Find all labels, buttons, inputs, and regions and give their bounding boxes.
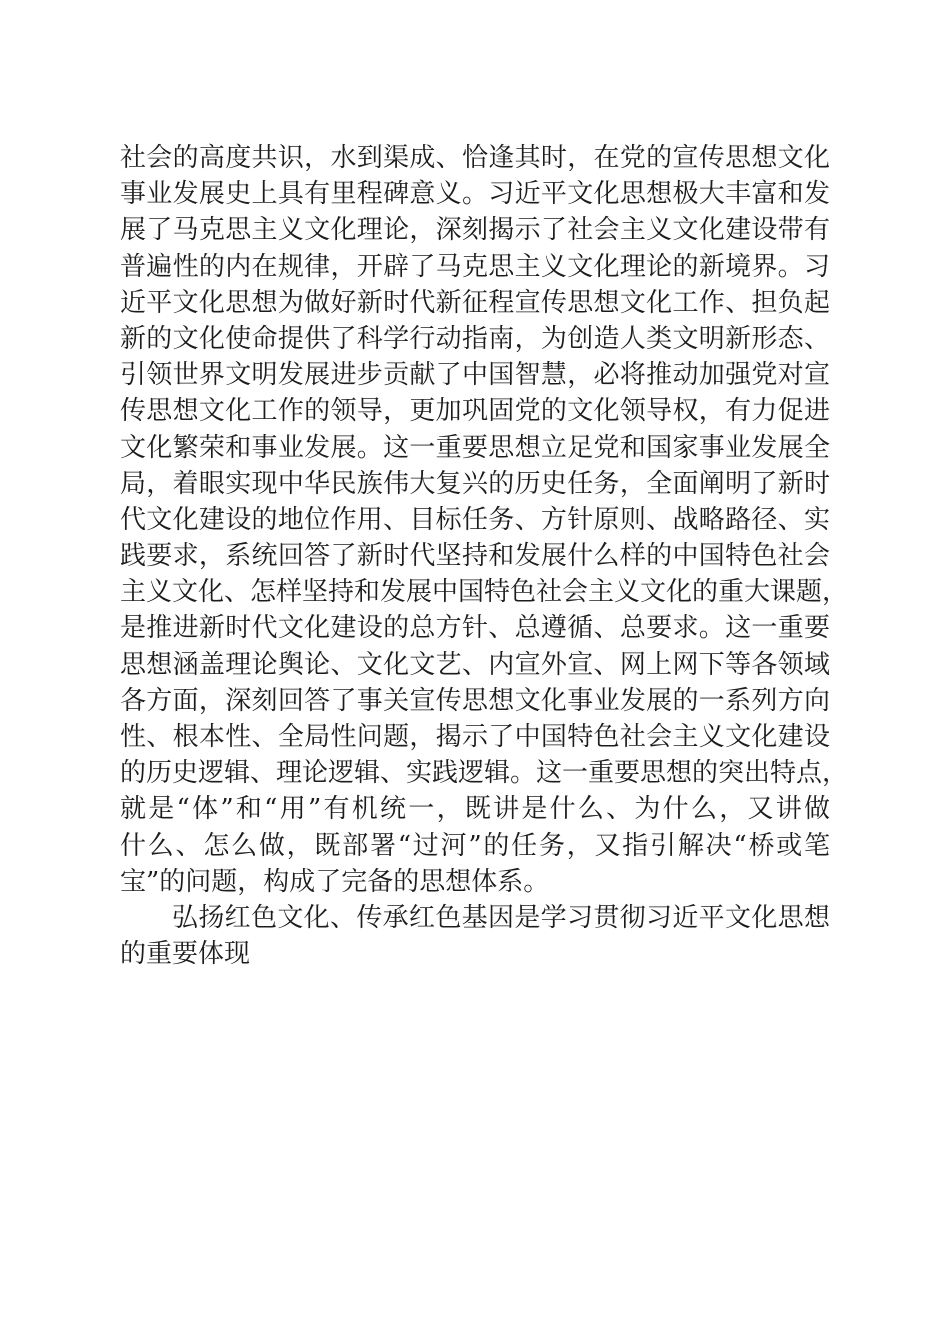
text-line: 展了马克思主义文化理论，深刻揭示了社会主义文化建设带有 xyxy=(120,215,830,246)
text-line: 主义文化、怎样坚持和发展中国特色社会主义文化的重大课题， xyxy=(120,577,849,608)
text-line: 普遍性的内在规律，开辟了马克思主义文化理论的新境界。习 xyxy=(120,251,830,282)
text-line: 宝”的问题，构成了完备的思想体系。 xyxy=(120,866,550,897)
text-line: 社会的高度共识，水到渠成、恰逢其时，在党的宣传思想文化 xyxy=(120,143,830,173)
text-line: 性、根本性、全局性问题，揭示了中国特色社会主义文化建设 xyxy=(120,722,830,752)
section-heading-line: 的重要体现 xyxy=(120,939,251,970)
text-line: 文化繁荣和事业发展。这一重要思想立足党和国家事业发展全 xyxy=(120,432,830,463)
text-line: 传思想文化工作的领导，更加巩固党的文化领导权，有力促进 xyxy=(120,396,830,427)
text-line: 践要求，系统回答了新时代坚持和发展什么样的中国特色社会 xyxy=(120,541,830,572)
body-text xyxy=(120,140,849,972)
text-line: 什么、怎么做，既部署“过河”的任务，又指引解决“桥或笔 xyxy=(120,830,830,861)
text-line: 思想涵盖理论舆论、文化文艺、内宣外宣、网上网下等各领域 xyxy=(120,649,830,680)
text-line: 事业发展史上具有里程碑意义。习近平文化思想极大丰富和发 xyxy=(120,179,830,210)
text-line: 是推进新时代文化建设的总方针、总遵循、总要求。这一重要 xyxy=(120,613,830,644)
text-line: 代文化建设的地位作用、目标任务、方针原则、战略路径、实 xyxy=(120,504,830,535)
text-line: 各方面，深刻回答了事关宣传思想文化事业发展的一系列方向 xyxy=(120,685,830,716)
text-line: 的历史逻辑、理论逻辑、实践逻辑。这一重要思想的突出特点， xyxy=(120,758,849,789)
text-line: 引领世界文明发展进步贡献了中国智慧，必将推动加强党对宣 xyxy=(120,360,830,391)
section-heading-line: 弘扬红色文化、传承红色基因是学习贯彻习近平文化思想 xyxy=(172,902,830,933)
text-line: 近平文化思想为做好新时代新征程宣传思想文化工作、担负起 xyxy=(120,287,830,318)
text-line: 新的文化使命提供了科学行动指南，为创造人类文明新形态、 xyxy=(120,323,830,354)
text-line: 局，着眼实现中华民族伟大复兴的历史任务，全面阐明了新时 xyxy=(120,468,830,499)
text-line: 就是“体”和“用”有机统一，既讲是什么、为什么，又讲做 xyxy=(120,794,830,825)
